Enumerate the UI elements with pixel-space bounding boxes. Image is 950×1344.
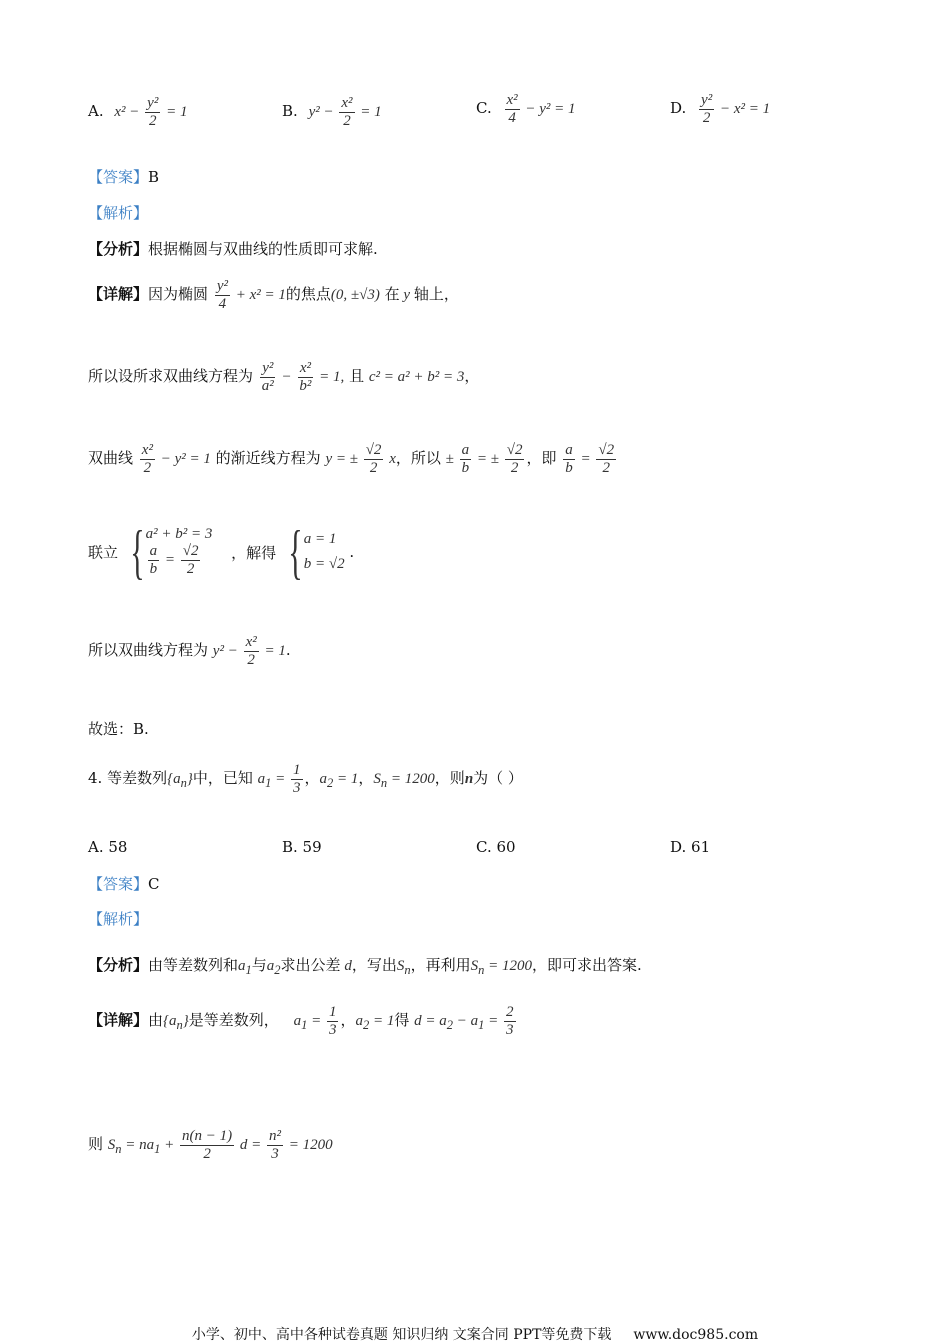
- q4-stem: 4. 等差数列$\{a_n\}$中，已知 $a_1$ = $\frac{1}{3}$ ，$a_2 = 1$，$S_n = 1200$，则n为（ ）: [88, 762, 523, 797]
- fenxi-line: [88, 238, 378, 259]
- detail-line-3: 双曲线 $\frac{\text{x²}}{2}$ − y² = 1 的渐近线方程为 y = ± $\frac{√2}{2}$ x，所以 ± $\frac{a}{b}$ = ± $\frac{√2}{2}$ ，即 $\frac{a}{b}$ = $\frac{√2}{2}$: [88, 442, 615, 477]
- footer-url[interactable]: www.doc985.com: [633, 1327, 759, 1343]
- option-c: C. $\frac{\text{x²}}{4}$ − y² = 1: [476, 92, 576, 127]
- detail-line-2: 所以设所求双曲线方程为 $\frac{\text{y²}}{\text{a²}}$ − $\frac{\text{x²}}{\text{b²}}$ = 1, 且 c² = a² + b² = 3，: [88, 360, 480, 395]
- fenxi-text: 根据椭圆与双曲线的性质即可求解.: [148, 240, 378, 258]
- detail-line-6: 故选：B.: [88, 720, 149, 738]
- q4-option-b: B. 59: [282, 838, 322, 856]
- detail-line-5: 所以双曲线方程为 y² − $\frac{\text{x²}}{2}$ = 1.: [88, 634, 291, 669]
- q4-jiexi-line: 【解析】: [88, 910, 149, 928]
- answer-tag: 【答案】: [88, 168, 149, 186]
- fenxi-tag: 【分析】: [88, 240, 149, 258]
- q4-fenxi-line: 【分析】由等差数列和$a_1$与$a_2$求出公差 d，写出$S_n$，再利用$S_n = 1200$，即可求出答案.: [88, 956, 642, 977]
- jiexi-tag: 【解析】: [88, 204, 149, 222]
- option-d: D. $\frac{\text{y²}}{2}$ − x² = 1: [670, 92, 771, 127]
- q4-option-d: D. 61: [670, 838, 711, 856]
- q4-option-a: A. 58: [88, 838, 128, 856]
- option-b: B. y² − $\frac{\text{x²}}{2}$ = 1: [282, 95, 382, 130]
- answer-line: [88, 166, 159, 187]
- footer-text: 小学、初中、高中各种试卷真题 知识归纳 文案合同 PPT等免费下载: [191, 1327, 612, 1343]
- detail-line-4: 联立 { a² + b² = 3 $\frac{a}{b}$ = $\frac{√2}{2}$ ，解得 { a = 1 b = √2 .: [88, 519, 355, 585]
- q4-answer-line: 【答案】C: [88, 875, 160, 893]
- q4-then-line: 则 $S_n = na_1$ + $\frac{n(n - 1)}{2}$ d = $\frac{\text{n²}}{3}$ = 1200: [88, 1128, 333, 1163]
- answer-value: B: [148, 168, 160, 186]
- q4-detail-line: 【详解】由$\{a_n\}$是等差数列， $a_1$ = $\frac{1}{3}$ ，$a_2 = 1$得 $d = a_2 - a_1$ = $\frac{2}{3}$: [88, 1004, 514, 1039]
- footer: [0, 1324, 950, 1344]
- option-a: A. x² − $\frac{\text{y²}}{2}$ = 1: [88, 95, 188, 130]
- jiexi-line: [88, 202, 148, 223]
- q4-option-c: C. 60: [476, 838, 516, 856]
- detail-line-1: 【详解】因为椭圆 $\frac{\text{y²}}{4}$ + x² = 1的焦点(0, ±√3) 在 y 轴上，: [88, 278, 459, 313]
